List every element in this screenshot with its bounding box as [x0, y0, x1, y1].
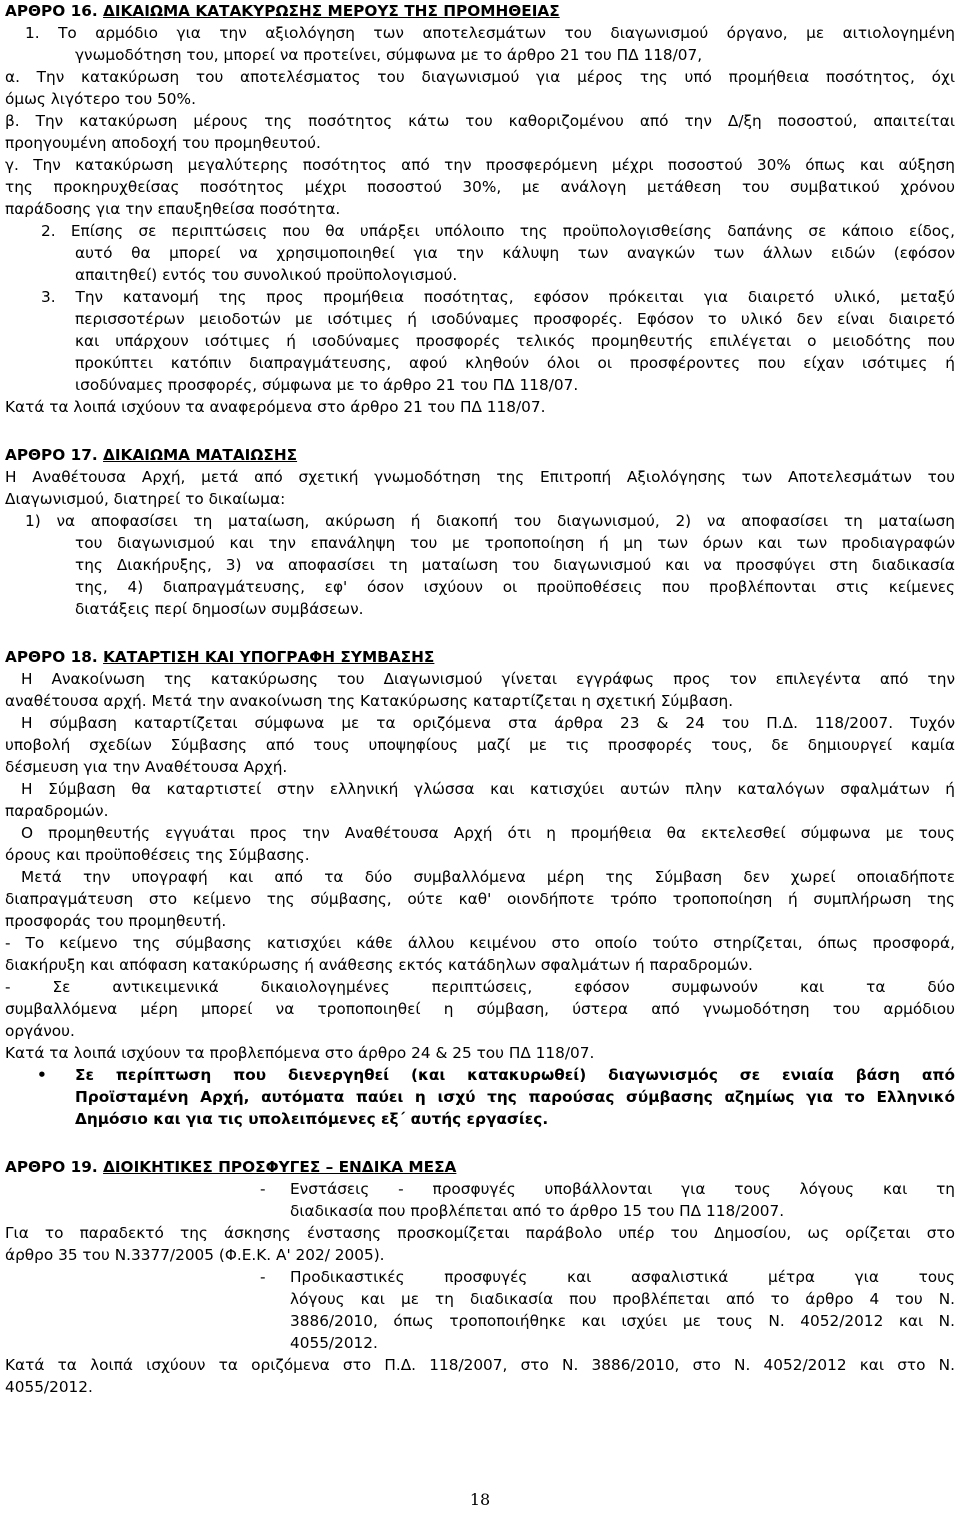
art18-line: Η Σύμβαση θα καταρτιστεί στην ελληνική γλώσσα και κατισχύει αυτών πλην καταλόγων σφαλμάτων ή — [21, 780, 955, 798]
art18-line: - Το κείμενο της σύμβασης κατισχύει κάθε άλλου κειμένου στο οποίο τούτο στηρίζεται, όπως προσφορά, — [5, 934, 955, 952]
art18-bullet-line: Δημόσιο και για τις υπολειπόμενες εξ΄ αυτής εργασίες. — [75, 1110, 549, 1128]
art16-line: ισοδύναμες προσφορές, σύμφωνα με το άρθρο 21 του ΠΔ 118/07. — [75, 376, 579, 394]
art18-line: υποβολή σχεδίων Σύμβασης από τους υποψηφίους μαζί με τις προσφορές τους, δε δημιουργεί καμία — [5, 736, 955, 754]
art19-line: Κατά τα λοιπά ισχύουν τα οριζόμενα στο Π.Δ. 118/2007, στο Ν. 3886/2010, στο Ν. 4052/2012 και στο Ν. — [5, 1356, 955, 1374]
art18-line: Μετά την υπογραφή και από τα δύο συμβαλλόμενα μέρη της Σύμβαση δεν χωρεί οποιαδήποτε — [21, 868, 955, 886]
art18-line: συμβαλλόμενα μέρη μπορεί να τροποποιηθεί η σύμβαση, ύστερα από γνωμοδότηση του αρμόδιου — [5, 1000, 955, 1018]
art17-line: Η Αναθέτουσα Αρχή, μετά από σχετική γνωμοδότηση της Επιτροπή Αξιολόγησης των Αποτελεσμάτων του — [5, 468, 955, 486]
art17-line: της Διακήρυξης, 3) να αποφασίσει τη ματαίωση του διαγωνισμού και να προσφύγει στη διαδικασία — [75, 556, 955, 574]
art16-line: προηγουμένη αποδοχή του προμηθευτού. — [5, 134, 321, 152]
art16-line: της προκηρυχθείσας ποσότητος μέχρι ποσοστού 30%, με ανάλογη μετάθεση του συμβατικού χρόνου — [5, 178, 955, 196]
art16-line: παράδοσης για την επαυξηθείσα ποσότητα. — [5, 200, 341, 218]
art18-line: Η Ανακοίνωση της κατακύρωσης του Διαγωνισμού γίνεται εγγράφως προς τον επιλεγέντα από την — [21, 670, 955, 688]
art19-item-line: 3886/2010, όπως τροποποιήθηκε και ισχύει με τους Ν. 4052/2012 και Ν. — [290, 1312, 955, 1330]
dash-marker: - — [260, 1268, 266, 1286]
art17-line: 1) να αποφασίσει τη ματαίωση, ακύρωση ή διακοπή του διαγωνισμού, 2) να αποφασίσει τη ματαίωση — [25, 512, 955, 530]
art16-line: γνωμοδότηση του, μπορεί να προτείνει, σύμφωνα με το άρθρο 21 του ΠΔ 118/07, — [75, 46, 703, 64]
bullet-icon: • — [37, 1066, 47, 1084]
art16-line: 1. Το αρμόδιο για την αξιολόγηση των αποτελεσμάτων του διαγωνισμού όργανο, με αιτιολογημένη — [25, 24, 955, 42]
dash-marker: - — [260, 1180, 266, 1198]
art16-line: 3. Την κατανομή της προς προμήθεια ποσότητας, εφόσον πρόκειται για διαιρετό υλικό, μεταξύ — [41, 288, 955, 306]
art18-line: αναθέτουσα αρχή. Μετά την ανακοίνωση της Κατακύρωσης καταρτίζεται η σχετική Σύμβαση. — [5, 692, 734, 710]
art18-bullet-line: Προϊσταμένη Αρχή, αυτόματα παύει η ισχύ της παρούσας σύμβασης αζημίως για το Ελληνικό — [75, 1088, 955, 1106]
art19-line: 4055/2012. — [5, 1378, 93, 1396]
art18-line: - Σε αντικειμενικά δικαιολογημένες περιπτώσεις, εφόσον συμφωνούν και τα δύο — [5, 978, 955, 996]
art16-line: και υπάρχουν ισότιμες ή ισοδύναμες προσφορές τελικός προμηθευτής επιλέγεται ο μειοδότης που — [75, 332, 955, 350]
page-number: 18 — [469, 1490, 491, 1509]
art16-line: β. Την κατακύρωση μέρους της ποσότητος κάτω του καθοριζομένου από την Δ/ξη ποσοστού, απαιτείται — [5, 112, 955, 130]
art19-item-line: διαδικασία που προβλέπεται από το άρθρο 15 του ΠΔ 118/2007. — [290, 1202, 785, 1220]
art16-line: α. Την κατακύρωση του αποτελέσματος του διαγωνισμού για μέρος της υπό προμήθεια ποσότητος, όχι — [5, 68, 955, 86]
art19-item-line: Προδικαστικές προσφυγές και ασφαλιστικά μέτρα για τους — [290, 1268, 955, 1286]
art16-line: γ. Την κατακύρωση μεγαλύτερης ποσότητος από την προσφερόμενη μέχρι ποσοστού 30% όπως και αύξηση — [5, 156, 955, 174]
art16-line: αυτό θα μπορεί να χρησιμοποιηθεί για την κάλυψη των αναγκών των άλλων ειδών (εφόσον — [75, 244, 955, 262]
art18-line: Κατά τα λοιπά ισχύουν τα προβλεπόμενα στο άρθρο 24 & 25 του ΠΔ 118/07. — [5, 1044, 595, 1062]
art16-line: Κατά τα λοιπά ισχύουν τα αναφερόμενα στο άρθρο 21 του ΠΔ 118/07. — [5, 398, 546, 416]
art17-line: Διαγωνισμού, διατηρεί το δικαίωμα: — [5, 490, 286, 508]
art16-line: προκύπτει κατόπιν διαπραγμάτευσης, αφού κληθούν όλοι οι προσφέροντες που είχαν ισότιμες ή — [75, 354, 955, 372]
art18-line: προσφοράς του προμηθευτή. — [5, 912, 227, 930]
article-19-heading: ΑΡΘΡΟ 19. ΔΙΟΙΚΗΤΙΚΕΣ ΠΡΟΣΦΥΓΕΣ – ΕΝΔΙΚΑ ΜΕΣΑ — [5, 1158, 457, 1176]
art18-line: διαπραγμάτευση στο κείμενο της σύμβασης, ούτε καθ' οιονδήποτε τρόπο τροποποίηση ή συμπλήρωση της — [5, 890, 955, 908]
art18-line: διακήρυξη και απόφαση κατακύρωσης ή ανάθεσης εκτός κατάδηλων σφαλμάτων ή παραδρομών. — [5, 956, 753, 974]
art19-line: άρθρο 35 του Ν.3377/2005 (Φ.Ε.Κ. Α' 202/ 2005). — [5, 1246, 385, 1264]
art18-line: δέσμευση για την Αναθέτουσα Αρχή. — [5, 758, 288, 776]
article-17-heading: ΑΡΘΡΟ 17. ΔΙΚΑΙΩΜΑ ΜΑΤΑΙΩΣΗΣ — [5, 446, 298, 464]
art18-line: παραδρομών. — [5, 802, 109, 820]
art19-line: Για το παραδεκτό της άσκησης ένστασης προσκομίζεται παράβολο υπέρ του Δημοσίου, ως ορίζεται στο — [5, 1224, 955, 1242]
art17-line: της, 4) διαπραγμάτευσης, εφ' όσον ισχύουν οι προϋποθέσεις που προβλέπονται στις κείμενες — [75, 578, 955, 596]
art19-item-line: Ενστάσεις - προσφυγές υποβάλλονται για τους λόγους και τη — [290, 1180, 955, 1198]
art19-item-line: 4055/2012. — [290, 1334, 378, 1352]
art19-item-line: λόγους και με τη διαδικασία που προβλέπεται από το άρθρο 4 του Ν. — [290, 1290, 955, 1308]
art16-line: περισσοτέρων μειοδοτών με ισότιμες ή ισοδύναμες προσφορές. Εφόσον το υλικό δεν είναι διαιρετό — [75, 310, 955, 328]
article-18-heading: ΑΡΘΡΟ 18. ΚΑΤΑΡΤΙΣΗ ΚΑΙ ΥΠΟΓΡΑΦΗ ΣΥΜΒΑΣΗΣ — [5, 648, 435, 666]
art18-line: Ο προμηθευτής εγγυάται προς την Αναθέτουσα Αρχή ότι η προμήθεια θα εκτελεσθεί σύμφωνα με τους — [21, 824, 955, 842]
art18-bullet-line: Σε περίπτωση που διενεργηθεί (και κατακυρωθεί) διαγωνισμός σε ενιαία βάση από — [75, 1066, 955, 1084]
art18-line: Η σύμβαση καταρτίζεται σύμφωνα με τα οριζόμενα στα άρθρα 23 & 24 του Π.Δ. 118/2007. Τυχόν — [21, 714, 955, 732]
art18-line: οργάνου. — [5, 1022, 75, 1040]
art16-line: όμως λιγότερο του 50%. — [5, 90, 196, 108]
art17-line: διατάξεις περί δημοσίων συμβάσεων. — [75, 600, 364, 618]
art16-line: απαιτηθεί) εντός του συνολικού προϋπολογισμού. — [75, 266, 458, 284]
article-16-heading: ΑΡΘΡΟ 16. ΔΙΚΑΙΩΜΑ ΚΑΤΑΚΥΡΩΣΗΣ ΜΕΡΟΥΣ ΤΗΣ ΠΡΟΜΗΘΕΙΑΣ — [5, 2, 560, 20]
art16-line: 2. Επίσης σε περιπτώσεις που θα υπάρξει υπόλοιπο της προϋπολογισθείσης δαπάνης σε κάποιο είδος, — [41, 222, 955, 240]
art17-line: του διαγωνισμού και την επανάληψη του με τροποποίηση ή μη των όρων και των προδιαγραφών — [75, 534, 955, 552]
art18-line: όρους και προϋποθέσεις της Σύμβασης. — [5, 846, 310, 864]
